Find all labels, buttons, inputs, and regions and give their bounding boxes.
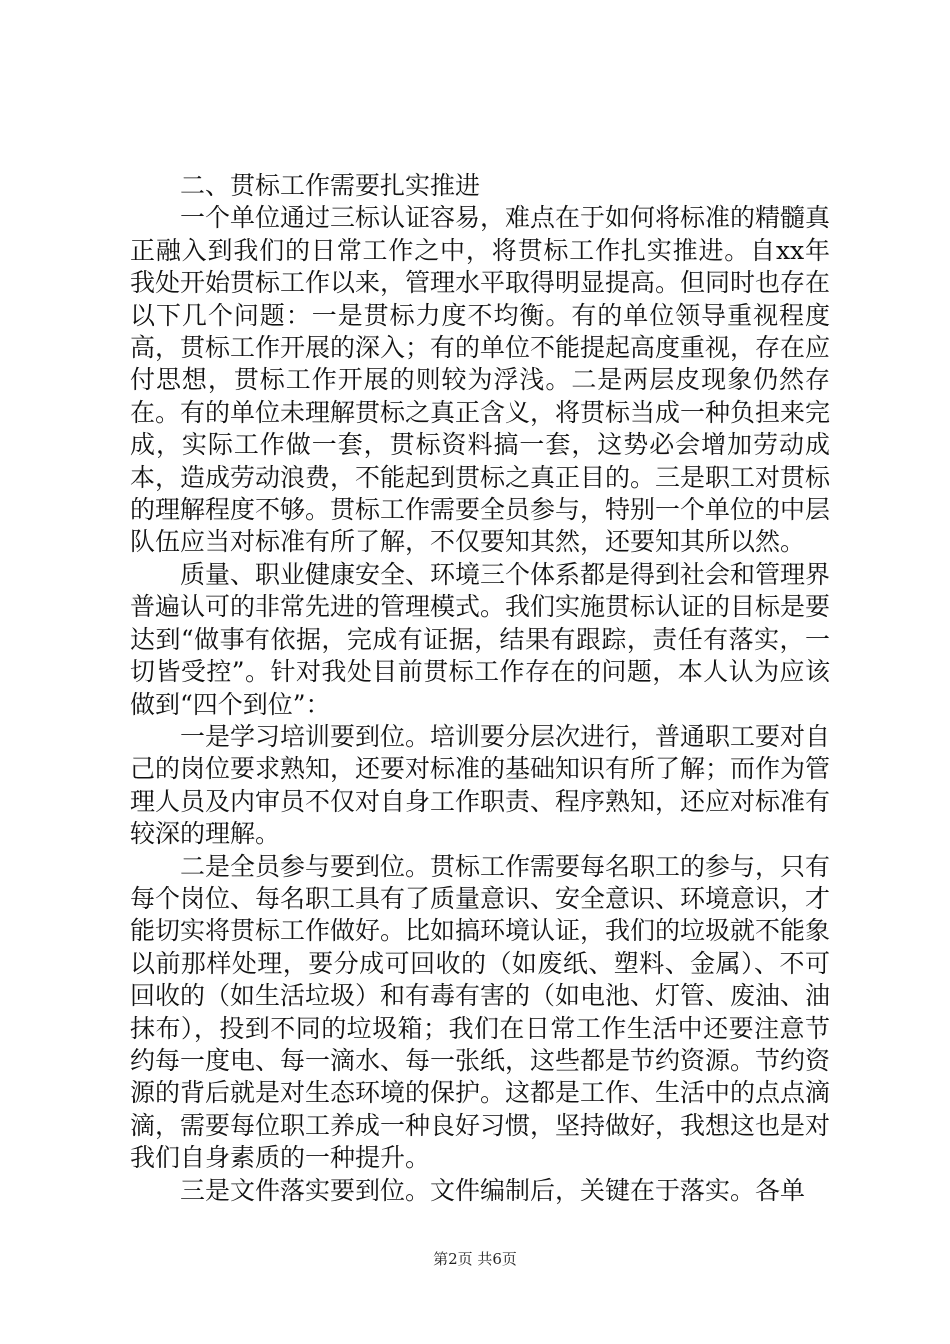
page-number-footer: 第2页 共6页 <box>433 1250 517 1268</box>
section-heading: 二、贯标工作需要扎实推进 <box>180 171 481 200</box>
paragraph-participation: 二是全员参与要到位。贯标工作需要每名职工的参与，只有每个岗位、每名职工具有了质量意识、安全意识、环境意识，才能切实将贯标工作做好。比如搞环境认证，我们的垃圾就不能象以前那样处理，要分成可回收的（如废纸、塑料、金属）、不可回收的（如生活垃圾）和有毒有害的（如电池、灯管、废油、油抹布），投到不同的垃圾箱；我们在日常工作生活中还要注意节约每一度电、每一滴水、每一张纸，这些都是节约资源。节约资源的背后就是对生态环境的保护。这都是工作、生活中的点点滴滴，需要每位职工养成一种良好习惯，坚持做好，我想这也是对我们自身素质的一种提升。 <box>130 851 831 1173</box>
paragraph-document-implementation: 三是文件落实要到位。文件编制后，关键在于落实。各单 <box>180 1175 806 1205</box>
document-body <box>130 170 830 1207</box>
paragraph-management-systems: 质量、职业健康安全、环境三个体系都是得到社会和管理界普遍认可的非常先进的管理模式。我们实施贯标认证的目标是要达到“做事有依据，完成有证据，结果有跟踪，责任有落实，一切皆受控”。针对我处目前贯标工作存在的问题，本人认为应该做到“四个到位”： <box>130 559 831 719</box>
paragraph-training: 一是学习培训要到位。培训要分层次进行，普通职工要对自己的岗位要求熟知，还要对标准的基础知识有所了解；而作为管理人员及内审员不仅对自身工作职责、程序熟知，还应对标准有较深的理解。 <box>130 721 831 849</box>
paragraph-problems: 一个单位通过三标认证容易，难点在于如何将标准的精髓真正融入到我们的日常工作之中，将贯标工作扎实推进。自xx年我处开始贯标工作以来，管理水平取得明显提高。但同时也存在以下几个问题：一是贯标力度不均衡。有的单位领导重视程度高，贯标工作开展的深入；有的单位不能提起高度重视，存在应付思想，贯标工作开展的则较为浮浅。二是两层皮现象仍然存在。有的单位未理解贯标之真正含义，将贯标当成一种负担来完成，实际工作做一套，贯标资料搞一套，这势必会增加劳动成本，造成劳动浪费，不能起到贯标之真正目的。三是职工对贯标的理解程度不够。贯标工作需要全员参与，特别一个单位的中层队伍应当对标准有所了解，不仅要知其然，还要知其所以然。 <box>130 203 831 557</box>
